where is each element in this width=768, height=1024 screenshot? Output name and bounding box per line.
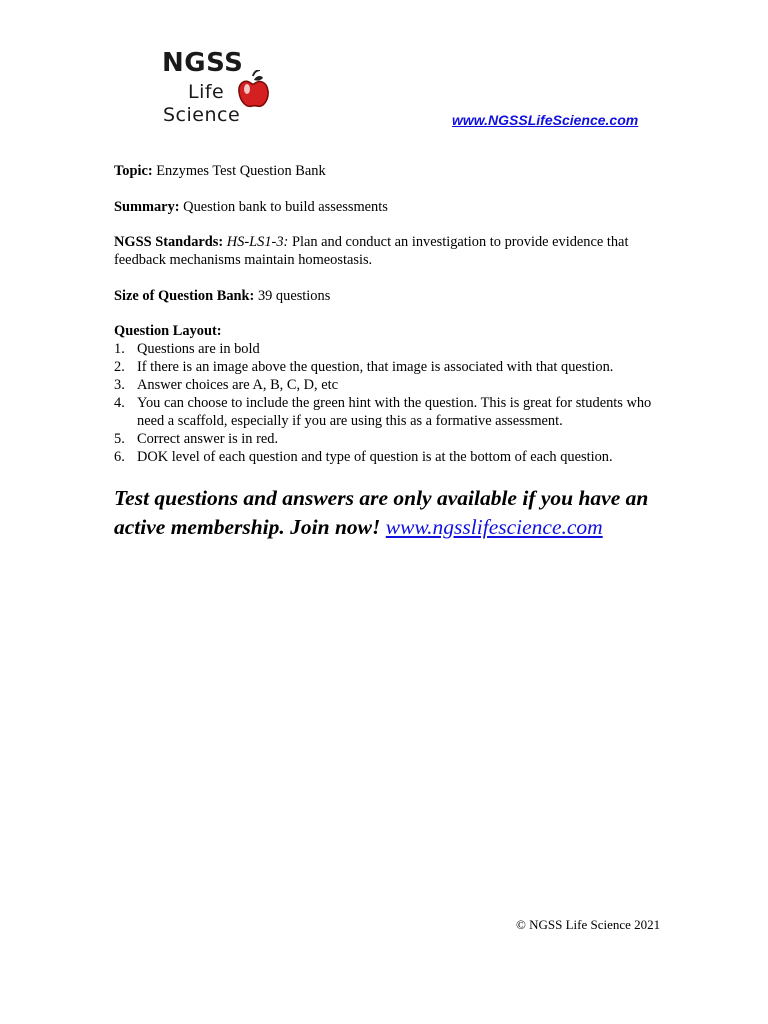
list-item-number: 3. (114, 377, 125, 393)
topic-line (114, 162, 666, 180)
list-item (114, 358, 666, 376)
size-value: 39 questions (257, 288, 331, 304)
list-item-text: Questions are in bold (137, 341, 260, 357)
question-layout-section (114, 322, 666, 466)
ngss-logo (158, 48, 276, 132)
list-item (114, 394, 666, 430)
list-item-text: DOK level of each question and type of question is at the bottom of each question. (137, 449, 613, 465)
membership-callout (114, 484, 674, 542)
list-item (114, 376, 666, 394)
list-item-text: Answer choices are A, B, C, D, etc (137, 377, 339, 393)
standards-label: NGSS Standards: (114, 234, 224, 250)
list-item-text: If there is an image above the question, that image is associated with that question. (137, 359, 614, 375)
question-layout-heading: Question Layout: (114, 323, 222, 339)
topic-label: Topic: (114, 163, 153, 179)
list-item-number: 2. (114, 359, 125, 375)
list-item-text: You can choose to include the green hint with the question. This is great for students who need a scaffold, especially if you are using this as a formative assessment. (137, 395, 652, 429)
summary-line (114, 198, 666, 216)
list-item-number: 4. (114, 395, 125, 411)
list-item-number: 1. (114, 341, 125, 357)
summary-label: Summary: (114, 199, 180, 215)
list-item (114, 448, 666, 466)
size-line (114, 287, 666, 305)
question-layout-list (114, 340, 666, 466)
list-item-number: 5. (114, 431, 125, 447)
list-item-text: Correct answer is in red. (137, 431, 279, 447)
membership-callout-text: Test questions and answers are only available if you have an active membership. Join now! (114, 486, 649, 539)
copyright-footer: © NGSS Life Science 2021 (516, 917, 661, 932)
membership-join-link[interactable]: www.ngsslifescience.com (385, 515, 603, 539)
summary-value: Question bank to build assessments (183, 199, 388, 215)
standards-text: Plan and conduct an investigation to provide evidence that feedback mechanisms maintain homeostasis. (114, 234, 629, 268)
standards-code: HS-LS1-3: (226, 234, 289, 250)
standards-block (114, 233, 666, 269)
logo-text-life: Life (188, 81, 225, 103)
logo-text-science: Science (163, 104, 241, 126)
size-label: Size of Question Bank: (114, 288, 255, 304)
list-item (114, 430, 666, 448)
topic-value: Enzymes Test Question Bank (156, 163, 326, 179)
logo-text-ngss: NGSS (162, 48, 244, 78)
list-item-number: 6. (114, 449, 125, 465)
list-item (114, 340, 666, 358)
header-website-link[interactable]: www.NGSSLifeScience.com (452, 112, 639, 128)
apple-icon (236, 70, 270, 110)
